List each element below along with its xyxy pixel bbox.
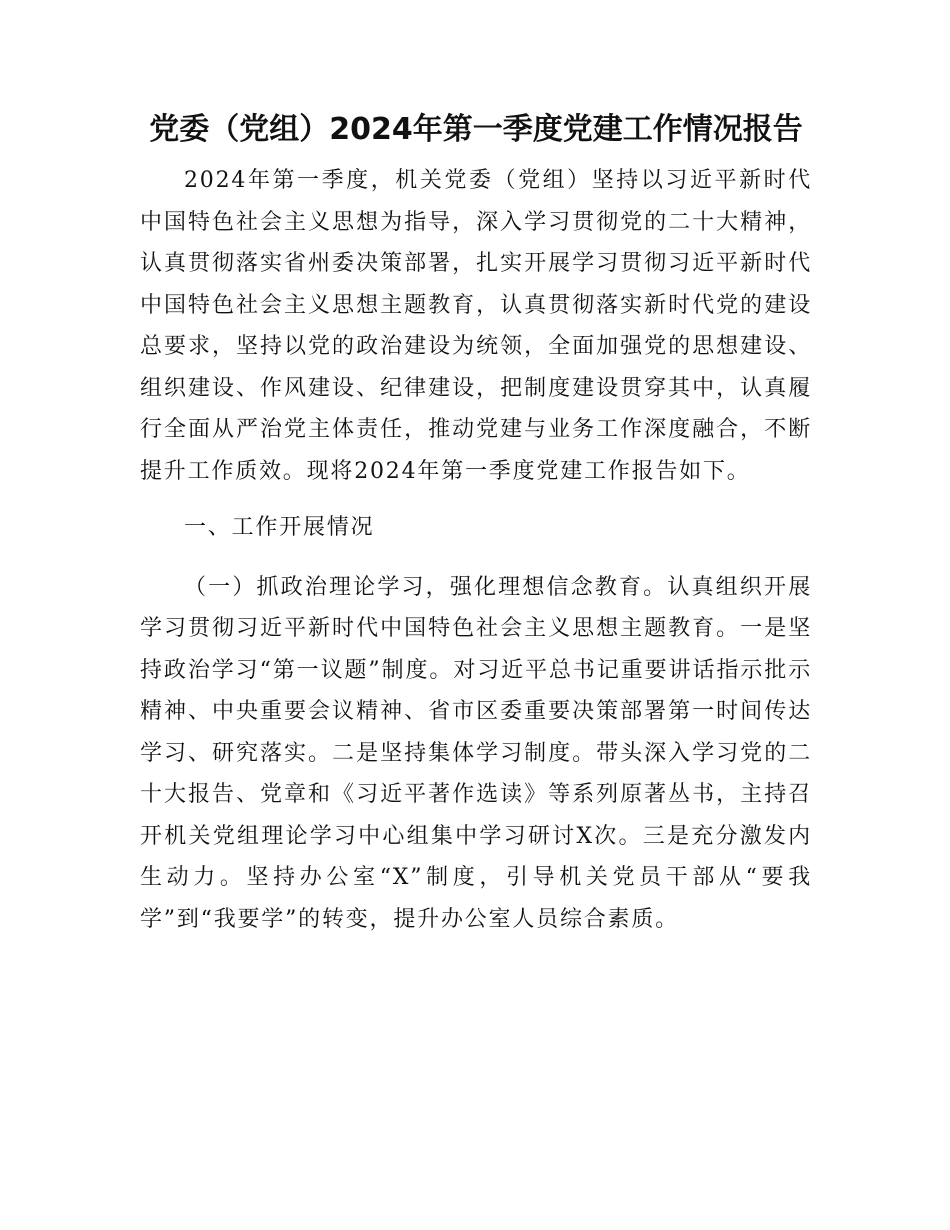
document-title: 党委（党组）2024年第一季度党建工作情况报告 [149, 112, 803, 147]
document-page [140, 108, 812, 940]
intro-paragraph: 2024年第一季度，机关党委（党组）坚持以习近平新时代中国特色社会主义思想为指导，深入学习贯彻党的二十大精神，认真贯彻落实省州委决策部署，扎实开展学习贯彻习近平新时代中国特色社会主义思想主题教育，认真贯彻落实新时代党的建设总要求，坚持以党的政治建设为统领，全面加强党的思想建设、组织建设、作风建设、纪律建设，把制度建设贯穿其中，认真履行全面从严治党主体责任，推动党建与业务工作深度融合，不断提升工作质效。现将2024年第一季度党建工作报告如下。 [140, 168, 812, 484]
section-heading: 一、工作开展情况 [184, 515, 375, 540]
section-paragraph: （一）抓政治理论学习，强化理想信念教育。认真组织开展学习贯彻习近平新时代中国特色社会主义思想主题教育。一是坚持政治学习“第一议题”制度。对习近平总书记重要讲话指示批示精神、中央重要会议精神、省市区委重要决策部署第一时间传达学习、研究落实。二是坚持集体学习制度。带头深入学习党的二十大报告、党章和《习近平著作选读》等系列原著丛书，主持召开机关党组理论学习中心组集中学习研讨X次。三是充分激发内生动力。坚持办公室“X”制度，引导机关党员干部从“要我学”到“我要学”的转变，提升办公室人员综合素质。 [140, 574, 812, 932]
